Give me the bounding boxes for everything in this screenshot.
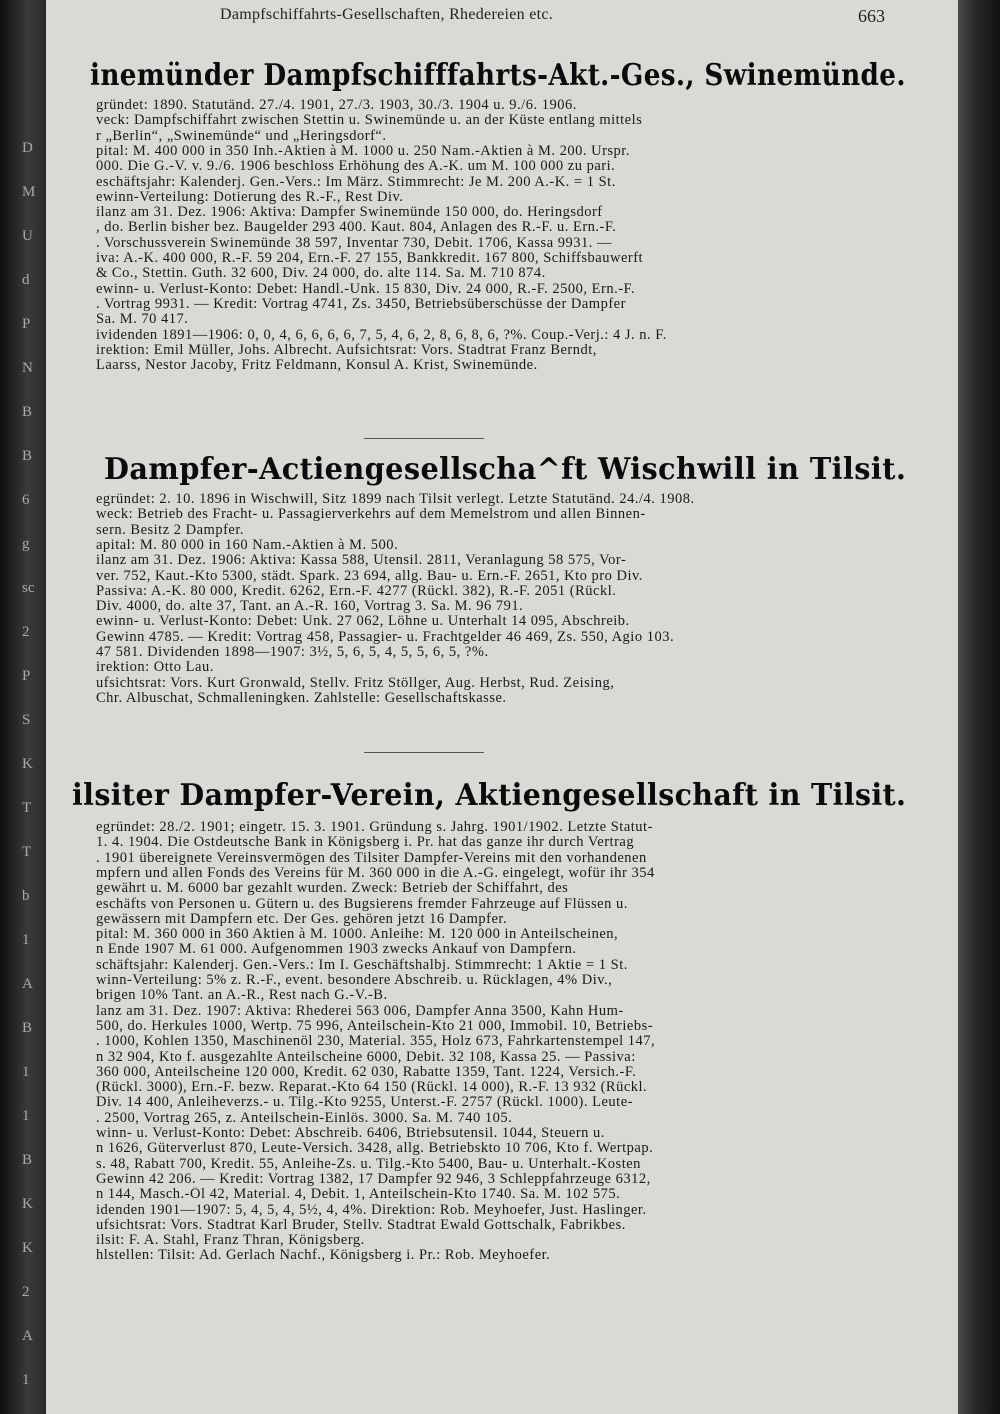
margin-fragment: g	[22, 536, 30, 552]
text-line: gründet: 1890. Statutänd. 27./4. 1901, 27./3. 1903, 30./3. 1904 u. 9./6. 1906.	[96, 98, 577, 113]
left-page-edge	[0, 0, 46, 1414]
text-line: ewinn-Verteilung: Dotierung des R.-F., Rest Div.	[96, 189, 404, 205]
margin-fragment: A	[22, 1328, 33, 1344]
margin-fragment: B	[22, 448, 33, 464]
section-divider	[364, 752, 484, 753]
margin-fragment: 1	[22, 1108, 30, 1124]
text-line: ilanz am 31. Dez. 1906: Aktiva: Dampfer Swinemünde 150 000, do. Heringsdorf	[96, 205, 603, 221]
text-line: gewährt u. M. 6000 bar gezahlt wurden. Zweck: Betrieb der Schiffahrt, des	[96, 881, 569, 897]
text-line: irektion: Emil Müller, Johs. Albrecht. Aufsichtsrat: Vors. Stadtrat Franz Berndt,	[96, 342, 597, 358]
margin-fragment: T	[22, 844, 32, 860]
text-line: ilsit: F. A. Stahl, Franz Thran, Königsberg.	[96, 1233, 365, 1249]
text-line: eschäfts von Personen u. Gütern u. des Bugsierens fremder Fahrzeuge auf Flüssen u.	[96, 896, 628, 912]
section-title: inemünder Dampfschifffahrts-Akt.-Ges., Swinemünde.	[90, 58, 906, 93]
book-page	[46, 0, 958, 1414]
text-line: ilanz am 31. Dez. 1906: Aktiva: Kassa 588, Utensil. 2811, Veranlagung 58 575, Vor-	[96, 553, 627, 569]
text-line: 47 581. Dividenden 1898—1907: 3½, 5, 6, 5, 4, 5, 5, 6, 5, ?%.	[96, 645, 489, 660]
text-line: 500, do. Herkules 1000, Wertp. 75 996, Anteilschein-Kto 21 000, Immobil. 10, Betriebs-	[96, 1018, 654, 1034]
text-line: Gewinn 42 206. — Kredit: Vortrag 1382, 17 Dampfer 92 946, 3 Schleppfahrzeuge 6312,	[96, 1171, 651, 1187]
text-line: irektion: Otto Lau.	[96, 660, 214, 676]
text-line: Sa. M. 70 417.	[96, 312, 189, 328]
margin-fragment: B	[22, 1152, 33, 1168]
text-line: ufsichtsrat: Vors. Kurt Gronwald, Stellv. Fritz Stöllger, Aug. Herbst, Rud. Zeising,	[96, 675, 615, 691]
text-line: ufsichtsrat: Vors. Stadtrat Karl Bruder, Stellv. Stadtrat Ewald Gottschalk, Fabrikbes.	[96, 1217, 626, 1233]
text-line: . 2500, Vortrag 265, z. Anteilschein-Einlös. 3000. Sa. M. 740 105.	[96, 1110, 513, 1126]
text-line: pital: M. 360 000 in 360 Aktien à M. 1000. Anleihe: M. 120 000 in Anteilscheinen,	[96, 927, 619, 943]
margin-fragment: sc	[22, 580, 35, 596]
text-line: gewässern mit Dampfern etc. Der Ges. gehören jetzt 16 Dampfer.	[96, 911, 508, 927]
margin-fragment: 1	[22, 932, 30, 948]
margin-fragment: b	[22, 888, 30, 904]
text-line: idenden 1901—1907: 5, 4, 5, 4, 5½, 4, 4%. Direktion: Rob. Meyhoefer, Just. Haslinger.	[96, 1202, 647, 1218]
margin-fragment: P	[22, 668, 31, 684]
margin-fragment: B	[22, 404, 33, 420]
text-line: weck: Betrieb des Fracht- u. Passagierverkehrs auf dem Memelstrom und allen Binnen-	[96, 507, 646, 523]
text-line: iva: A.-K. 400 000, R.-F. 59 204, Ern.-F. 27 155, Bankkredit. 167 800, Schiffsbauwerft	[96, 251, 644, 266]
margin-fragment: K	[22, 1240, 33, 1256]
text-line: Gewinn 4785. — Kredit: Vortrag 458, Passagier- u. Frachtgelder 46 469, Zs. 550, Agio 103.	[96, 629, 675, 645]
text-line: mpfern und allen Fonds des Vereins für M. 360 000 in die A.-G. eingelegt, wofür ihr 354	[96, 865, 655, 881]
margin-fragment: P	[22, 316, 31, 332]
margin-fragment: T	[22, 800, 32, 816]
margin-fragment: K	[22, 756, 33, 772]
text-line: egründet: 28./2. 1901; eingetr. 15. 3. 1901. Gründung s. Jahrg. 1901/1902. Letzte Statut-	[96, 820, 653, 835]
margin-fragment: 2	[22, 624, 30, 640]
margin-fragment: U	[22, 228, 33, 244]
section-title: ilsiter Dampfer-Verein, Aktiengesellschaft in Tilsit.	[72, 778, 907, 813]
text-line: Laarss, Nestor Jacoby, Fritz Feldmann, Konsul A. Krist, Swinemünde.	[96, 358, 538, 374]
text-line: egründet: 2. 10. 1896 in Wischwill, Sitz 1899 nach Tilsit verlegt. Letzte Statutänd. 24./4. 1908.	[96, 492, 695, 507]
text-line: . 1901 übereignete Vereinsvermögen des Tilsiter Dampfer-Vereins mit den vorhandenen	[96, 850, 647, 866]
text-line: . Vortrag 9931. — Kredit: Vortrag 4741, Zs. 3450, Betriebsüberschüsse der Dampfer	[96, 296, 626, 312]
text-line: . Vorschussverein Swinemünde 38 597, Inventar 730, Debit. 1706, Kassa 9931. —	[96, 235, 613, 251]
margin-fragment: D	[22, 140, 33, 156]
margin-fragment: M	[22, 184, 36, 200]
text-line: 000. Die G.-V. v. 9./6. 1906 beschloss Erhöhung des A.-K. um M. 100 000 zu pari.	[96, 159, 616, 175]
margin-fragment: 6	[22, 492, 30, 508]
text-line: Div. 4000, do. alte 37, Tant. an A.-R. 160, Vortrag 3. Sa. M. 96 791.	[96, 599, 524, 615]
text-line: ewinn- u. Verlust-Konto: Debet: Unk. 27 062, Löhne u. Unterhalt 14 095, Abschreib.	[96, 614, 630, 630]
text-line: 360 000, Anteilscheine 120 000, Kredit. 62 030, Rabatte 1359, Tant. 1224, Versich.-F.	[96, 1064, 637, 1080]
text-line: brigen 10% Tant. an A.-R., Rest nach G.-V.-B.	[96, 988, 388, 1004]
text-line: n Ende 1907 M. 61 000. Aufgenommen 1903 zwecks Ankauf von Dampfern.	[96, 942, 577, 958]
text-line: ver. 752, Kaut.-Kto 5300, städt. Spark. 23 694, allg. Bau- u. Ern.-F. 2651, Kto pro Div.	[96, 568, 643, 584]
section-title: Dampfer-Actiengesellscha^ft Wischwill in Tilsit.	[104, 452, 907, 487]
text-line: Passiva: A.-K. 80 000, Kredit. 6262, Ern.-F. 4277 (Rückl. 382), R.-F. 2051 (Rückl.	[96, 583, 617, 599]
margin-fragment: 2	[22, 1284, 30, 1300]
text-line: 1. 4. 1904. Die Ostdeutsche Bank in Königsberg i. Pr. hat das ganze ihr durch Vertrag	[96, 835, 635, 851]
text-line: . 1000, Kohlen 1350, Maschinenöl 230, Material. 355, Holz 673, Fahrkartenstempel 147,	[96, 1034, 656, 1050]
text-line: eschäftsjahr: Kalenderj. Gen.-Vers.: Im März. Stimmrecht: Je M. 200 A.-K. = 1 St.	[96, 174, 616, 190]
margin-fragment: 1	[22, 1064, 30, 1080]
right-page-edge	[958, 0, 1000, 1414]
text-line: r „Berlin“, „Swinemünde“ und „Heringsdorf“.	[96, 128, 387, 144]
margin-fragment: A	[22, 976, 33, 992]
text-line: n 32 904, Kto f. ausgezahlte Anteilscheine 6000, Debit. 32 108, Kassa 25. — Passiva:	[96, 1049, 636, 1065]
text-line: n 144, Masch.-Öl 42, Material. 4, Debit. 1, Anteilschein-Kto 1740. Sa. M. 102 575.	[96, 1187, 621, 1203]
text-line: (Rückl. 3000), Ern.-F. bezw. Reparat.-Kto 64 150 (Rückl. 14 000), R.-F. 13 932 (Rückl.	[96, 1080, 648, 1096]
text-line: s. 48, Rabatt 700, Kredit. 55, Anleihe-Zs. u. Tilg.-Kto 5400, Bau- u. Unterhalt.-Kosten	[96, 1156, 641, 1172]
running-head: Dampfschiffahrts-Gesellschaften, Rhedereien etc.	[220, 6, 554, 23]
text-line: hlstellen: Tilsit: Ad. Gerlach Nachf., Königsberg i. Pr.: Rob. Meyhoefer.	[96, 1248, 551, 1264]
text-line: sern. Besitz 2 Dampfer.	[96, 522, 245, 538]
text-line: ividenden 1891—1906: 0, 0, 4, 6, 6, 6, 6, 7, 5, 4, 6, 2, 8, 6, 8, 6, ?%. Coup.-Verj.: 4 J. n. F.	[96, 327, 667, 343]
text-line: winn- u. Verlust-Konto: Debet: Abschreib. 6406, Btriebsutensil. 1044, Steuern u.	[96, 1126, 605, 1141]
text-line: apital: M. 80 000 in 160 Nam.-Aktien à M. 500.	[96, 537, 399, 553]
text-line: Chr. Albuschat, Schmalleningken. Zahlstelle: Gesellschaftskasse.	[96, 690, 507, 706]
text-line: ewinn- u. Verlust-Konto: Debet: Handl.-Unk. 15 830, Div. 24 000, R.-F. 2500, Ern.-F.	[96, 281, 636, 297]
margin-fragment: S	[22, 712, 31, 728]
text-line: schäftsjahr: Kalenderj. Gen.-Vers.: Im I. Geschäftshalbj. Stimmrecht: 1 Aktie = 1 St.	[96, 957, 628, 973]
text-line: winn-Verteilung: 5% z. R.-F., event. besondere Abschreib. u. Rücklagen, 4% Div.,	[96, 973, 613, 988]
margin-fragment: K	[22, 1196, 33, 1212]
margin-fragment: d	[22, 272, 30, 288]
text-line: lanz am 31. Dez. 1907: Aktiva: Rhederei 563 006, Dampfer Anna 3500, Kahn Hum-	[96, 1003, 624, 1019]
margin-fragment: 1	[22, 1372, 30, 1388]
text-line: n 1626, Güterverlust 870, Leute-Versich. 3428, allg. Betriebskto 10 706, Kto f. Wertpap.	[96, 1141, 654, 1157]
text-line: & Co., Stettin. Guth. 32 600, Div. 24 000, do. alte 114. Sa. M. 710 874.	[96, 266, 546, 282]
margin-fragment: B	[22, 1020, 33, 1036]
section-divider	[364, 438, 484, 439]
text-line: Div. 14 400, Anleiheverzs.- u. Tilg.-Kto 9255, Unterst.-F. 2757 (Rückl. 1000). Leute-	[96, 1095, 633, 1111]
margin-fragment: N	[22, 360, 33, 376]
text-line: , do. Berlin bisher bez. Baugelder 293 400. Kaut. 804, Anlagen des R.-F. u. Ern.-F.	[96, 220, 617, 236]
text-line: pital: M. 400 000 in 350 Inh.-Aktien à M. 1000 u. 250 Nam.-Aktien à M. 200. Urspr.	[96, 143, 630, 159]
text-line: veck: Dampfschiffahrt zwischen Stettin u. Swinemünde u. an der Küste entlang mittels	[96, 113, 643, 129]
page-number: 663	[858, 6, 885, 26]
